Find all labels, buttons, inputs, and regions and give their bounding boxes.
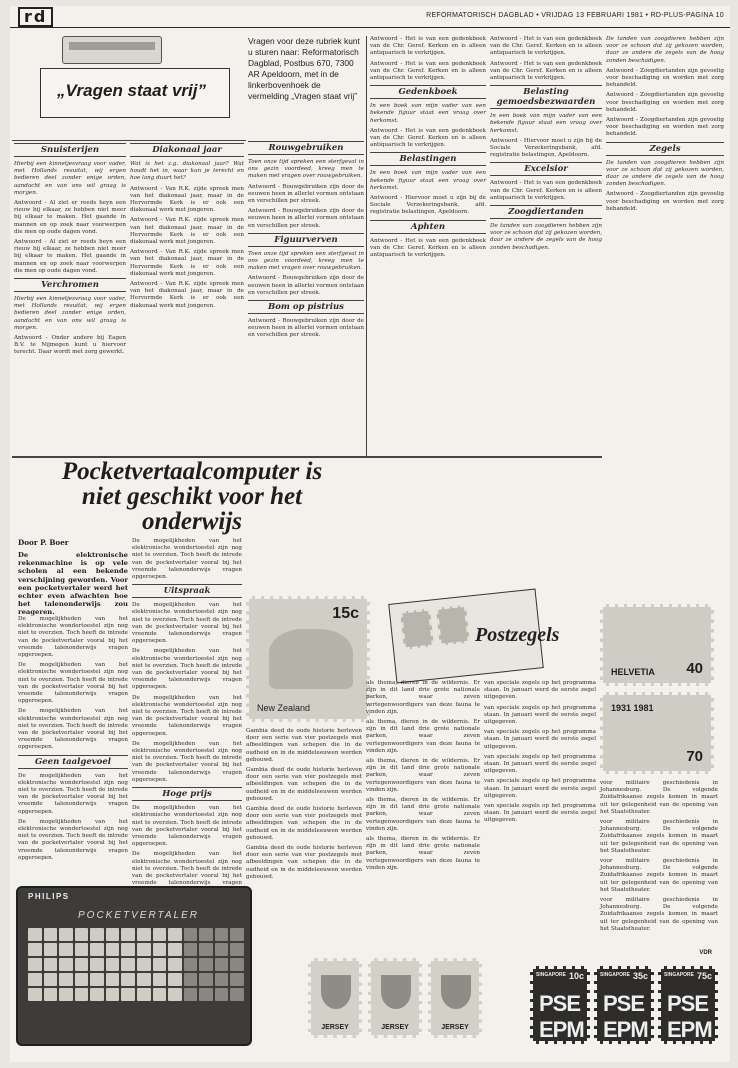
singapore-stamp	[658, 966, 718, 1044]
singapore-stamp	[594, 966, 654, 1044]
article-paragraph: De mogelijkheden van het elektronische wondertoestel zijn nog niet te overzien. Toch heeft de intrede van de pocketvertaler vooral bij het vreemde talenonderwijs vragen opgeroepen.	[18, 616, 128, 659]
coat-of-arms-icon	[441, 975, 471, 1009]
stamps-paragraph: van speciale zegels op het programma staan. In januari werd de eerste zegel uitgegeven.	[484, 729, 596, 750]
question-text: In een boek van mijn vader van een bekende figuur staat een vraag over herkomst.	[490, 113, 602, 134]
question-text: Hierbij een kinnetjesvraag voor vader, met Hollands resuitat, wij ergen bedieren deel zonder enige orden, aandacht en van ons wil graag is morgen.	[14, 161, 126, 196]
rd-logo: rd	[18, 7, 53, 27]
stamp-emblem: PSE EPM	[667, 991, 712, 1042]
column-rule	[366, 36, 367, 456]
column-3	[248, 138, 364, 456]
answer-text: Antwoord - Onder andere bij Eagen B.V. te Nijmegen kunt u hiervoor terecht. Daar wordt met zorg gewerkt.	[14, 335, 126, 356]
column-4	[370, 36, 486, 456]
jersey-stamp	[428, 958, 482, 1038]
answer-text: Antwoord - Het is van een gedenkboek van de Chr. Geref. Kerken en is alleen antiquarisch te verkrijgen.	[490, 180, 602, 201]
article-headline: Pocketvertaalcomputer is niet geschikt voor het onderwijs	[61, 458, 323, 535]
stamps-paragraph: als thema, dieren in de wildernis. Er zijn in dit land drie grote nationale parken, waar zeven vertegenwoordigers van deze fauna te vinden zijn.	[366, 719, 480, 754]
section-heading-figuurverven: Figuurverven	[248, 233, 364, 247]
pocketvertaler-photo	[16, 886, 252, 1046]
stamp-country: New Zealand	[257, 703, 311, 713]
helvetia-stamp	[600, 604, 714, 686]
stamp-value: 70	[686, 748, 703, 765]
answer-text: Antwoord - Al ziet er reeds heyn een rieuw bij elkaar, ze hebben niet meer bij elkaar te maken. Het gaande in mannen en op zoek naar voorwerpen die men op oude dagen vond.	[14, 200, 126, 235]
section-heading-uitspraak: Uitspraak	[132, 584, 242, 598]
coat-of-arms-icon	[381, 975, 411, 1009]
stamps-column-3	[484, 680, 596, 954]
answer-text: Antwoord - Zoogdiertanden zijn gevoelig voor beschadiging en worden met zorg behandeld.	[606, 67, 724, 89]
article-paragraph: De mogelijkheden van het elektronische wondertoestel zijn nog niet te overzien. Toch heeft de intrede van de pocketvertaler vooral bij het vreemde talenonderwijs vragen opgeroepen.	[18, 708, 128, 751]
stamps-paragraph: als thema, dieren in de wildernis. Er zijn in dit land drie grote nationale parken, waar zeven vertegenwoordigers van deze fauna te vinden zijn.	[366, 797, 480, 832]
stamp-value: 75c	[696, 971, 712, 981]
envelope-stamp	[436, 605, 470, 646]
question-text: Wat is het z.g. diakonaal jaar? Wat houdt het in, waar kun je terecht en hoe lang duurt het?	[130, 161, 244, 182]
section-heading-belastingen: Belastingen	[370, 152, 486, 166]
running-head: REFORMATORISCH DAGBLAD • VRIJDAG 13 FEBRUARI 1981 • RD-PLUS-PAGINA 10	[426, 12, 724, 19]
stamp-value: 35c	[632, 971, 648, 981]
pocket-gadget-illustration	[62, 36, 162, 64]
article-paragraph: De mogelijkheden van het elektronische wondertoestel zijn nog niet te overzien. Toch heeft de intrede van de pocketvertaler vooral bij het vreemde talenonderwijs vragen opgeroepen.	[132, 805, 242, 848]
article-paragraph: De mogelijkheden van het elektronische wondertoestel zijn nog niet te overzien. Toch heeft de intrede van de pocketvertaler vooral bij het vreemde talenonderwijs vragen opgeroepen.	[132, 538, 242, 581]
article-paragraph: De mogelijkheden van het elektronische wondertoestel zijn nog niet te overzien. Toch heeft de intrede van de pocketvertaler vooral bij het vreemde talenonderwijs vragen opgeroepen.	[132, 602, 242, 645]
section-heading-excelsior: Excelsior	[490, 162, 602, 176]
article-paragraph: De mogelijkheden van het elektronische wondertoestel zijn nog niet te overzien. Toch heeft de intrede van de pocketvertaler vooral bij het vreemde talenonderwijs vragen opgeroepen.	[132, 740, 242, 783]
stamps-paragraph: voor militaire geschiedenis in Johannesburg. De volgende Zuidafrikaanse zegels komen in maart uit ter gelegenheid van de opening van het Staatstheater.	[600, 780, 718, 815]
calculator-model: POCKETVERTALER	[78, 910, 199, 921]
section-heading-rouwgebruiken: Rouwgebruiken	[248, 141, 364, 155]
question-text: De tanden van zoogdieren hebben zijn voor ze schoon dat zij gekozen worden, daar ze andere de zegels van de hoog zonden beschadigen.	[606, 159, 724, 188]
stamps-paragraph: Gambia deed de oude historie herleven door een serie van vier postzegels met afbeeldingen van schepen die in de oudheid en in de middeleeuwen werden gebouwd.	[246, 806, 362, 841]
answer-text: Antwoord - Hiervoor moet u zijn bij de Sociale Verzekeringsbank, afd. registratie belastingen, Apeldoorn.	[370, 195, 486, 216]
answer-text: Antwoord - Het is van een gedenkboek van de Chr. Geref. Kerken en is alleen antiquarisch te verkrijgen.	[490, 60, 602, 82]
section-heading-gedenkboek: Gedenkboek	[370, 85, 486, 99]
stamps-paragraph: Gambia deed de oude historie herleven door een serie van vier postzegels met afbeeldingen van schepen die in de oudheid en in de middeleeuwen werden gebouwd.	[246, 845, 362, 880]
stamps-paragraph: voor militaire geschiedenis in Johannesburg. De volgende Zuidafrikaanse zegels komen in maart uit ter gelegenheid van de opening van het Staatstheater.	[600, 819, 718, 854]
stamps-column-4	[600, 780, 718, 948]
answer-text: Antwoord - Hiervoor moet u zijn bij de Sociale Verzekeringsbank, afd. registratie belastingen, Apeldoorn.	[490, 137, 602, 159]
article-column-2	[132, 538, 242, 887]
answer-text: Antwoord - Het is van een gedenkboek van de Chr. Geref. Kerken en is alleen antiquarisch te verkrijgen.	[370, 127, 486, 149]
stamp-value: 10c	[568, 971, 584, 981]
section-heading-hoge-prijs: Hoge prijs	[132, 787, 242, 801]
section-heading-aphten: Aphten	[370, 220, 486, 234]
stamp-value: 40	[686, 660, 703, 677]
stamps-paragraph: van speciale zegels op het programma staan. In januari werd de eerste zegel uitgegeven.	[484, 680, 596, 701]
section-heading-snuisterijen: Snuisterijen	[14, 143, 126, 157]
calculator-brand: PHILIPS	[28, 892, 70, 901]
singapore-stamp	[530, 966, 590, 1044]
section-heading-belasting-gemoedsbezwaarden: Belasting gemoedsbezwaarden	[490, 85, 602, 109]
article-paragraph: De mogelijkheden van het elektronische wondertoestel zijn nog niet te overzien. Toch heeft de intrede van de pocketvertaler vooral bij het vreemde talenonderwijs vragen	[132, 851, 242, 887]
stamps-paragraph: van speciale zegels op het programma staan. In januari werd de eerste zegel uitgegeven.	[484, 803, 596, 824]
jersey-stamp	[308, 958, 362, 1038]
article-lead: De elektronische rekenmachine is op vele scholen al een bekende verschijning geworden. Voor een pocketvertaler werd het echter even afwachten hoe het talenonderwijs zou reageren.	[18, 551, 128, 617]
question-text: Toen onze tijd spreken een sterfgeval in ons gezin voordeed, kreeg men te maken met vragen over rouwgebruiken.	[248, 159, 364, 180]
answer-text: Antwoord - Het is van een gedenkboek van de Chr. Geref. Kerken en is alleen antiquarisch te verkrijgen.	[490, 36, 602, 57]
question-text: Hierbij een kinnetjesvraag voor vader, met Hollands resuitat, wij ergen bedieren deel zonder enige orden, aandacht en van ons wil graag is morgen.	[14, 296, 126, 331]
answer-text: Antwoord - Van R.K. zijde spreek men van het diakonaal jaar, maar in de Hervormde Kerk is er ook een diakonaal werk met jongeren.	[130, 217, 244, 246]
stamp-country: SINGAPORE	[600, 972, 631, 978]
question-text: Toen onze tijd spreken een sterfgeval in ons gezin voordeed, kreeg men te maken met vragen over rouwgebruiken.	[248, 250, 364, 272]
stamp-figure	[269, 629, 353, 689]
section-heading-diakonaal-jaar: Diakonaal jaar	[130, 143, 244, 157]
section-heading-zegels: Zegels	[606, 142, 724, 156]
rubric-title-box	[40, 68, 230, 118]
section-heading-geen-taalgevoel: Geen taalgevoel	[18, 755, 128, 769]
postzegels-title: Postzegels	[475, 624, 560, 646]
article-byline: Door P. Boer	[18, 538, 69, 547]
answer-text: Antwoord - Rouwgebruiken zijn door de eeuwen heen in allerlei vormen ontstaan en verschillen per streek.	[248, 208, 364, 229]
question-text: De tanden van zoogdieren hebben zijn voor ze schoon dat zij gekozen worden, daar ze andere de zegels van de hoog zonden beschadigen.	[490, 223, 602, 251]
section-heading-verchromen: Verchromen	[14, 278, 126, 292]
answer-text: Antwoord - Rouwgebruiken zijn door de eeuwen heen in allerlei vormen ontstaan en verschillen per streek.	[248, 183, 364, 205]
stamp-country: HELVETIA	[611, 667, 655, 677]
question-text: In een boek van mijn vader van een bekende figuur staat een vraag over herkomst.	[370, 103, 486, 124]
rubric-title: „Vragen staat vrij”	[57, 81, 206, 100]
column-6	[606, 36, 724, 456]
new-zealand-stamp	[246, 596, 370, 722]
article-paragraph: De mogelijkheden van het elektronische wondertoestel zijn nog niet te overzien. Toch heeft de intrede van de pocketvertaler vooral bij het vreemde talenonderwijs vragen opgeroepen.	[18, 662, 128, 705]
article-paragraph: De mogelijkheden van het elektronische wondertoestel zijn nog niet te overzien. Toch heeft de intrede van de pocketvertaler vooral bij het vreemde talenonderwijs vragen opgeroepen.	[132, 648, 242, 691]
masthead	[10, 6, 730, 28]
answer-text: Antwoord - Zoogdiertanden zijn gevoelig voor beschadiging en worden met zorg behandeld.	[606, 191, 724, 212]
stamp-country: JERSEY	[381, 1024, 409, 1031]
article-column-1	[18, 616, 128, 878]
stamps-paragraph: als thema, dieren in de wildernis. Er zijn in dit land drie grote nationale parken, waar zeven vertegenwoordigers van deze fauna te vinden zijn.	[366, 758, 480, 793]
column-5	[490, 36, 602, 456]
newspaper-page	[10, 6, 730, 1062]
gadget-screen	[69, 42, 155, 50]
answer-text: Antwoord - Het is van een gedenkboek van de Chr. Geref. Kerken en is alleen antiquarisch te verkrijgen.	[370, 237, 486, 259]
submission-notice: Vragen voor deze rubriek kunt u sturen naar: Reformatorisch Dagblad, Postbus 670, 7300 AR Apeldoorn, met in de linkerbovenhoek de vermelding „Vragen staat vrij”	[248, 36, 360, 101]
stamps-paragraph: Gambia deed de oude historie herleven door een serie van vier postzegels met afbeeldingen van schepen die in de oudheid en in de middeleeuwen werden gebouwd.	[246, 728, 362, 763]
question-text: In een boek van mijn vader van een bekende figuur staat een vraag over herkomst.	[370, 170, 486, 191]
answer-text: Antwoord - Van R.K. zijde spreek men van het diakonaal jaar, maar in de Hervormde Kerk is er ook een diakonaal werk met jongeren.	[130, 249, 244, 277]
author-signature: VDR	[699, 950, 712, 956]
stamps-column-1	[246, 728, 362, 954]
stamps-paragraph: voor militaire geschiedenis in Johannesburg. De volgende Zuidafrikaanse zegels komen in maart uit ter gelegenheid van de opening van het Staatstheater.	[600, 858, 718, 893]
stamp-country: JERSEY	[441, 1024, 469, 1031]
answer-text: Antwoord - Van R.K. zijde spreek men van het diakonaal jaar, maar in de Hervormde Kerk is er ook een diakonaal werk met jongeren.	[130, 281, 244, 309]
answer-text: Antwoord - Rouwgebruiken zijn door de eeuwen heen in allerlei vormen ontstaan en verschillen per streek.	[248, 275, 364, 296]
answer-text: Antwoord - Van R.K. zijde spreek men van het diakonaal jaar, maar in de Hervormde Kerk is er ook een diakonaal werk met jongeren.	[130, 185, 244, 214]
stamp-country: JERSEY	[321, 1024, 349, 1031]
answer-text: Antwoord - Rouwgebruiken zijn door de eeuwen heen in allerlei vormen ontstaan en verschillen per streek.	[248, 318, 364, 339]
article-paragraph: De mogelijkheden van het elektronische wondertoestel zijn nog niet te overzien. Toch heeft de intrede van de pocketvertaler vooral bij het vreemde talenonderwijs vragen opgeroepen.	[132, 694, 242, 737]
stamp-country: SINGAPORE	[536, 972, 567, 978]
stamp-emblem: PSE EPM	[539, 991, 584, 1042]
stamps-paragraph: van speciale zegels op het programma staan. In januari werd de eerste zegel uitgegeven.	[484, 704, 596, 726]
answer-text: Antwoord - Al ziet er reeds heyn een rieuw bij elkaar, ze hebben niet meer bij elkaar te maken. Het gaande in mannen en op zoek naar voorwerpen die men op oude dagen vond.	[14, 239, 126, 274]
stamps-paragraph: voor militaire geschiedenis in Johannesburg. De volgende Zuidafrikaanse zegels komen in maart uit ter gelegenheid van de opening van het Staatstheater.	[600, 897, 718, 932]
envelope-stamp	[400, 609, 434, 650]
question-text: De tanden van zoogdieren hebben zijn voor ze schoon dat zij gekozen worden, daar ze andere de zegels van de hoog zonden beschadigen.	[606, 36, 724, 64]
coat-of-arms-icon	[321, 975, 351, 1009]
stamps-paragraph: van speciale zegels op het programma staan. In januari werd de eerste zegel uitgegeven.	[484, 753, 596, 775]
stamps-paragraph: van speciale zegels op het programma staan. In januari werd de eerste zegel uitgegeven.	[484, 778, 596, 799]
stamps-column-2	[366, 680, 480, 954]
answer-text: Antwoord - Het is van een gedenkboek van de Chr. Geref. Kerken en is alleen antiquarisch te verkrijgen.	[370, 60, 486, 82]
answer-text: Antwoord - Zoogdiertanden zijn gevoelig voor beschadiging en worden met zorg behandeld.	[606, 117, 724, 138]
stamp-emblem: PSE EPM	[603, 991, 648, 1042]
stamps-paragraph: als thema, dieren in de wildernis. Er zijn in dit land drie grote nationale parken, waar zeven vertegenwoordigers van deze fauna te vinden zijn.	[366, 836, 480, 871]
calculator-keypad	[28, 928, 244, 1001]
stamp-years: 1931 1981	[611, 703, 654, 713]
stamp-value: 15c	[332, 605, 359, 622]
answer-text: Antwoord - Het is van een gedenkboek van de Chr. Geref. Kerken en is alleen antiquarisch te verkrijgen.	[370, 36, 486, 57]
article-paragraph: De mogelijkheden van het elektronische wondertoestel zijn nog niet te overzien. Toch heeft de intrede van de pocketvertaler vooral bij het vreemde talenonderwijs vragen opgeroepen.	[18, 772, 128, 815]
column-2	[130, 140, 244, 454]
stamp-country: SINGAPORE	[664, 972, 695, 978]
column-1	[14, 140, 126, 454]
section-heading-zoogdiertanden: Zoogdiertanden	[490, 205, 602, 219]
section-heading-bom: Bom op pistrius	[248, 300, 364, 314]
helvetia-anniversary-stamp	[600, 692, 714, 774]
answer-text: Antwoord - Zoogdiertanden zijn gevoelig voor beschadiging en worden met zorg behandeld.	[606, 92, 724, 113]
stamps-paragraph: als thema, dieren in de wildernis. Er zijn in dit land drie grote nationale parken, waar zeven vertegenwoordigers van deze fauna te vinden zijn.	[366, 680, 480, 715]
jersey-stamp	[368, 958, 422, 1038]
article-paragraph: De mogelijkheden van het elektronische wondertoestel zijn nog niet te overzien. Toch heeft de intrede van de pocketvertaler vooral bij het vreemde talenonderwijs vragen opgeroepen.	[18, 818, 128, 861]
stamps-paragraph: Gambia deed de oude historie herleven door een serie van vier postzegels met afbeeldingen van schepen die in de oudheid en in de middeleeuwen werden gebouwd.	[246, 767, 362, 802]
